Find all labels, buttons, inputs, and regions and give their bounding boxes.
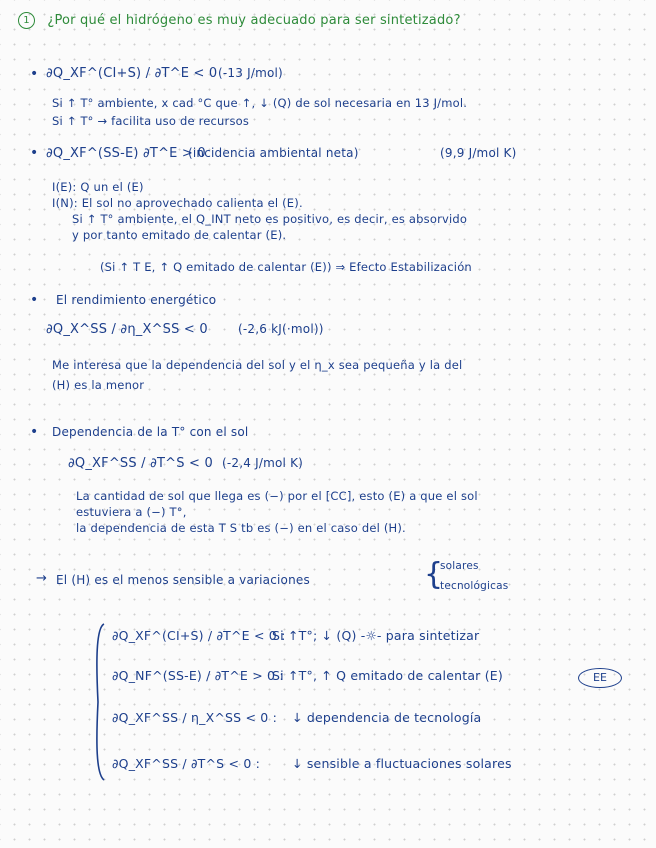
section-3-equation: ∂Q_X^SS / ∂η_X^SS < 0 [46,322,208,337]
section-3-note-1: Me interesa que la dependencia del sol y el η_x sea pequeña y la del [52,358,463,372]
arrow-icon: → [36,571,47,586]
section-2-note-1: I(E): Q un el (E) [52,180,144,194]
summary-row-1-equation: ∂Q_XF^(CI+S) / ∂T^E < 0 : [112,628,286,643]
summary-row-2-badge: EE [578,668,622,688]
summary-row-4-equation: ∂Q_XF^SS / ∂T^S < 0 : [112,756,261,771]
section-3-note-2: (H) es la menor [52,378,145,392]
conclusion-option-1: solares [440,560,479,572]
summary-row-4-text: ↓ sensible a fluctuaciones solares [292,756,512,771]
section-1-value: (-13 J/mol) [218,66,283,80]
section-4-note-2: estuviera a (−) T°, [76,505,187,519]
section-2-note-4: y por tanto emitado de calentar (E). [72,228,287,242]
section-1-equation: ∂Q_XF^(CI+S) / ∂T^E < 0 [46,66,218,81]
section-3-value: (-2,6 kJ(·mol)) [238,322,324,336]
conclusion-text: El (H) es el menos sensible a variaciones [56,573,310,587]
bullet-dot: • [30,424,39,440]
section-4-note-3: la dependencia de esta T S tb es (−) en el caso del (H). [76,521,406,535]
summary-row-3-equation: ∂Q_XF^SS / η_X^SS < 0 : [112,710,278,725]
summary-row-2-equation: ∂Q_NF^(SS-E) / ∂T^E > 0 : [112,668,284,683]
section-4-value: (-2,4 J/mol K) [222,456,304,470]
section-4-equation: ∂Q_XF^SS / ∂T^S < 0 [68,456,213,471]
section-2-label: (incidencia ambiental neta) [188,146,359,160]
brace-icon: { [424,557,444,592]
section-1-note-1: Si ↑ T° ambiente, x cad °C que ↑, ↓ (Q) de sol necesaria en 13 J/mol. [52,96,468,110]
section-4-note-1: La cantidad de sol que llega es (−) por el [CC], esto (E) a que el sol [76,489,478,503]
question-number: 1 [18,12,35,29]
section-2-note-3: Si ↑ T° ambiente, el Q_INT neto es positivo, es decir, es absorvido [72,212,468,226]
section-2-note-5: (Si ↑ T E, ↑ Q emitado de calentar (E)) ⇒ Efecto Estabilización [100,260,472,274]
question-text: ¿Por qué el hidrógeno es muy adecuado para ser sintetizado? [47,13,461,28]
section-2-value: (9,9 J/mol K) [440,146,517,160]
conclusion-option-2: tecnológicas [440,580,509,592]
section-1-note-2: Si ↑ T° → facilita uso de recursos [52,114,250,128]
question-title [18,12,461,29]
bullet-dot: • [30,66,39,82]
section-2-equation: ∂Q_XF^(SS-E) ∂T^E > 0 [46,146,206,161]
section-3-heading: El rendimiento energético [56,293,217,307]
summary-row-1-text: Si ↑T°; ↓ (Q) -☼- para sintetizar [272,628,480,643]
bullet-dot: • [30,145,39,161]
summary-row-3-text: ↓ dependencia de tecnología [292,710,482,725]
summary-row-2-text: Si ↑T°, ↑ Q emitado de calentar (E) [272,668,503,683]
bullet-dot: • [30,292,39,308]
section-2-note-2: I(N): El sol no aprovechado calienta el (E). [52,196,303,210]
summary-bracket-icon [92,622,106,782]
section-4-heading: Dependencia de la T° con el sol [52,425,249,439]
